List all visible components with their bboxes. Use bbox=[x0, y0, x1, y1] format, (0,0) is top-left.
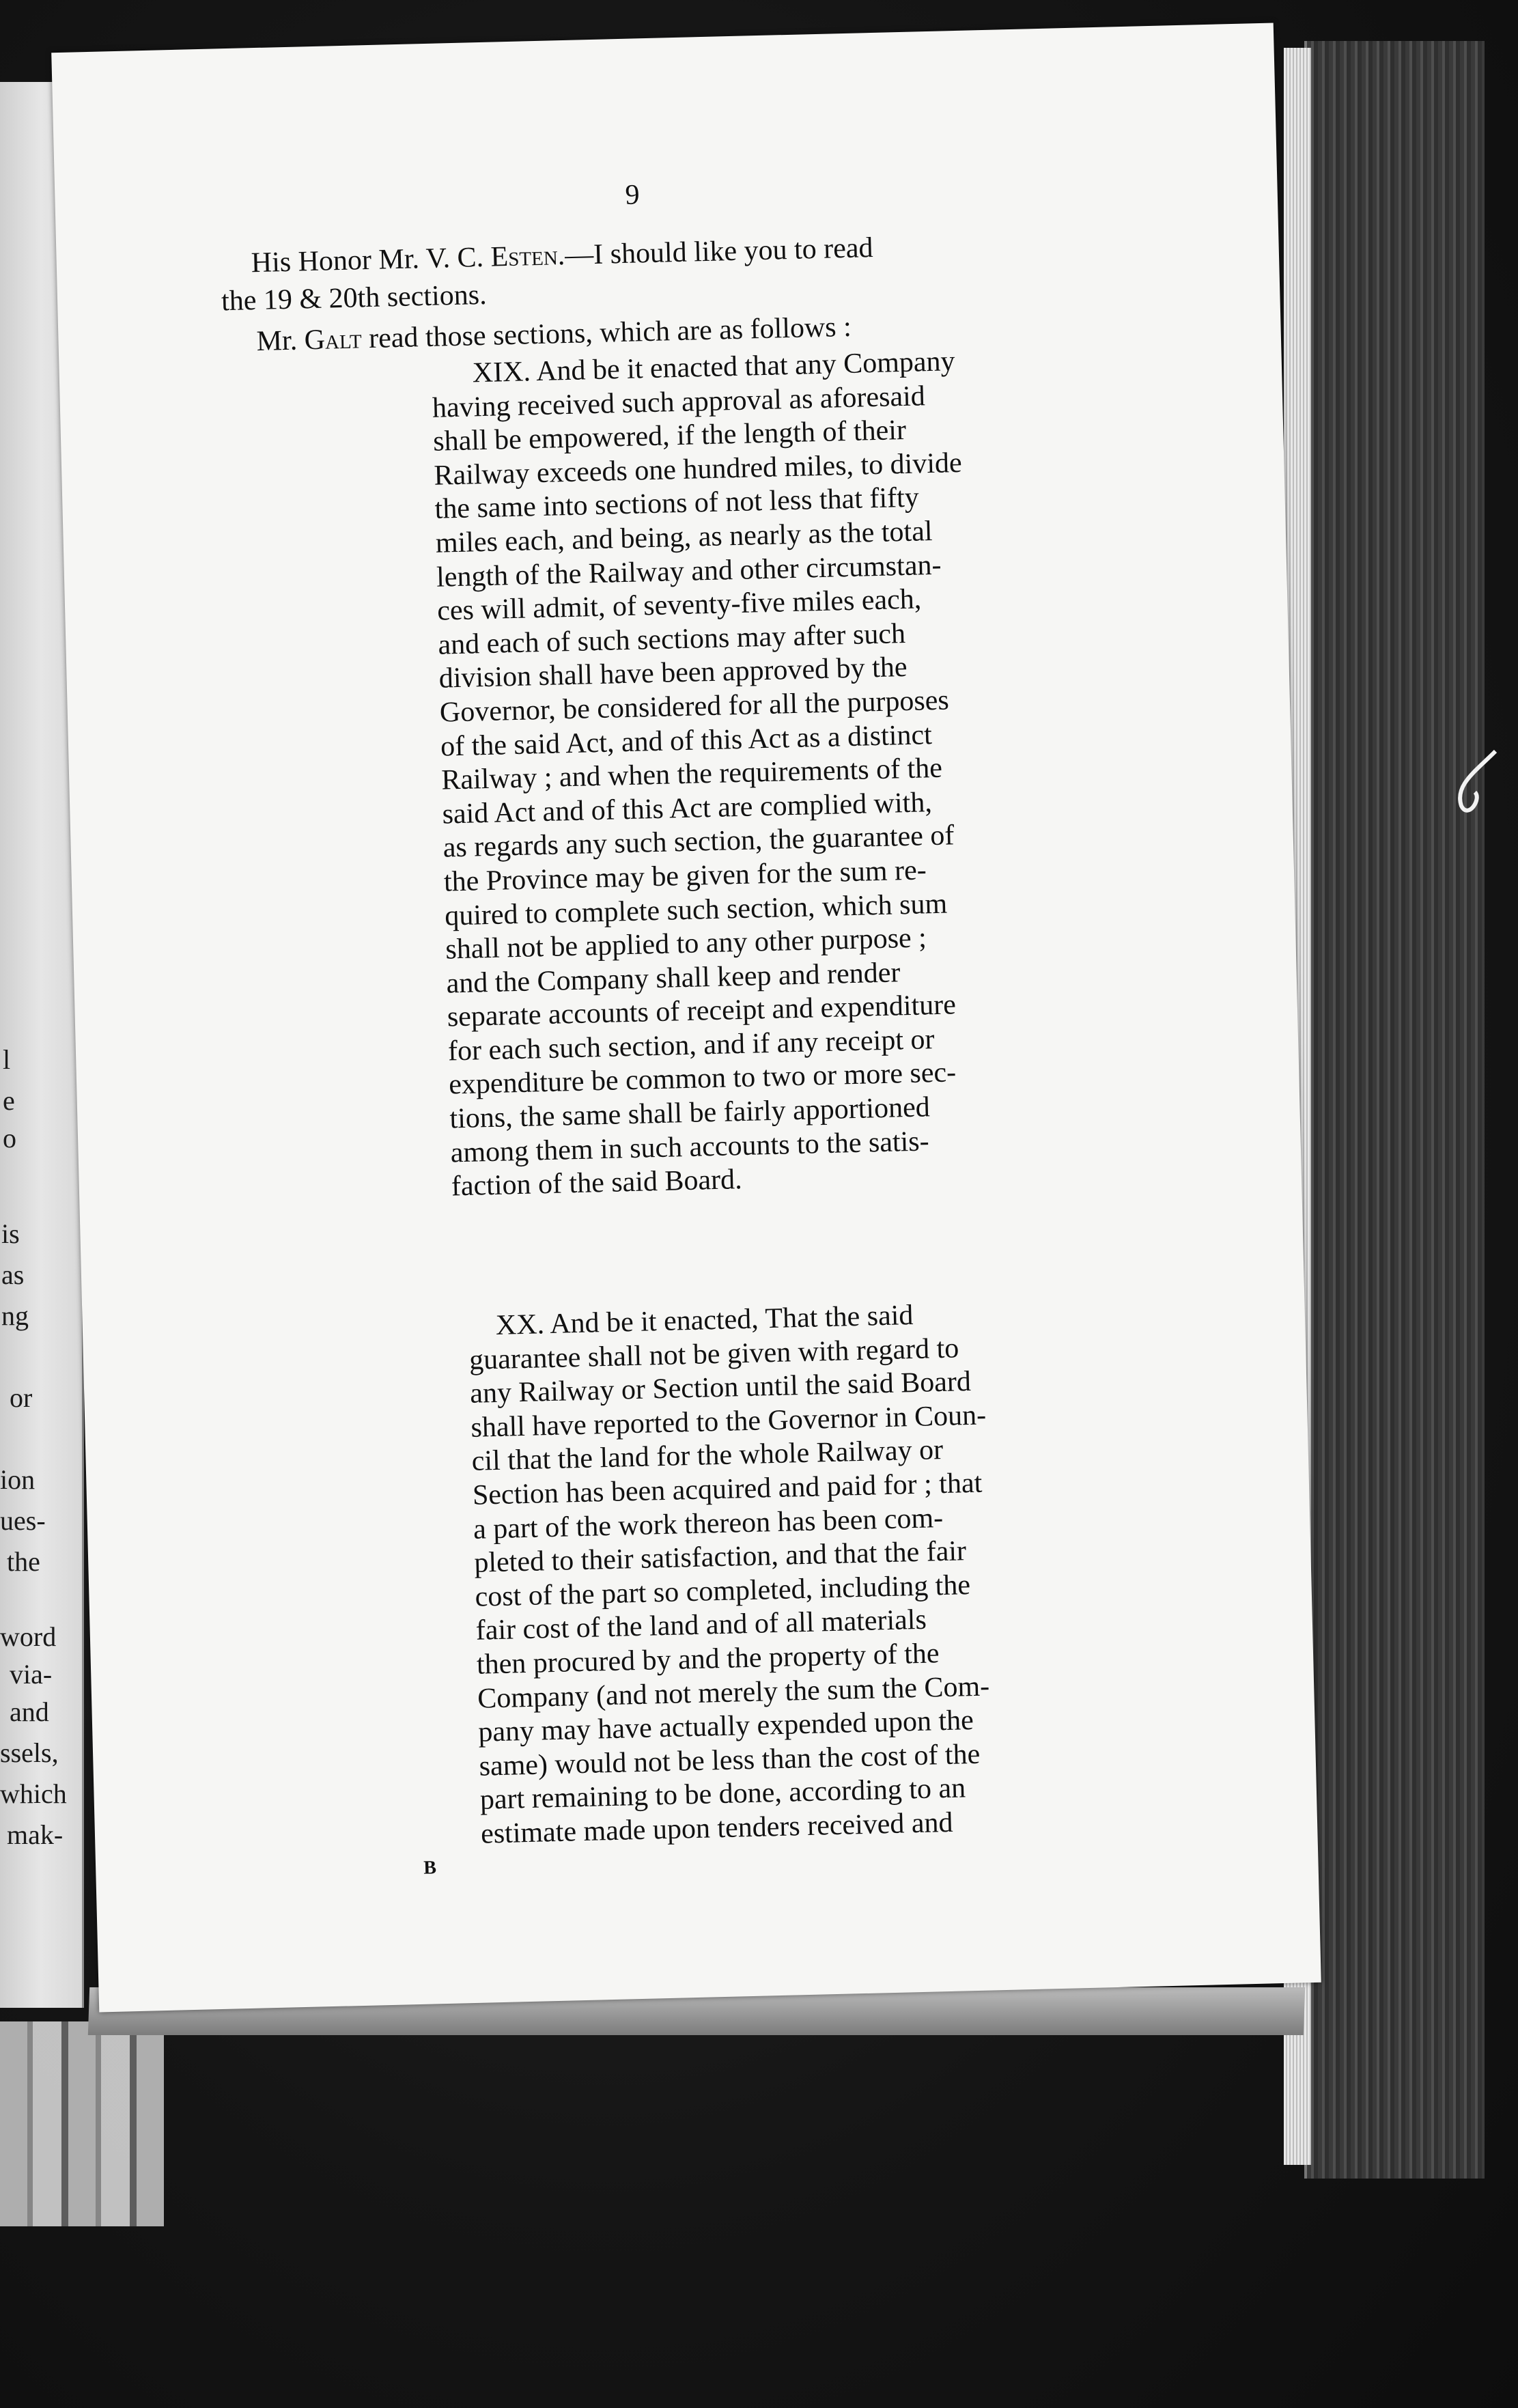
statute-line: among them in such accounts to the satis- bbox=[450, 1125, 930, 1169]
statute-line: quired to complete such section, which sum bbox=[444, 888, 948, 932]
statute-line: faction of the said Board. bbox=[451, 1164, 743, 1203]
statute-line: miles each, and being, as nearly as the total bbox=[435, 515, 933, 559]
statute-line: ces will admit, of seventy-five miles each, bbox=[436, 583, 922, 627]
main-page bbox=[51, 23, 1321, 2013]
section-xix bbox=[431, 345, 979, 1204]
left-fragment: via- bbox=[10, 1659, 53, 1690]
statute-line: XX. And be it enacted, That the said bbox=[495, 1300, 914, 1341]
intro-line-1-suffix: .—I should like you to read bbox=[557, 232, 874, 272]
statute-line: the Province may be given for the sum re- bbox=[443, 854, 927, 898]
statute-line: shall not be applied to any other purpose ; bbox=[445, 922, 927, 966]
statute-line: as regards any such section, the guarantee of bbox=[442, 820, 955, 864]
statute-line: any Railway or Section until the said Board bbox=[469, 1366, 972, 1410]
left-fragment: which bbox=[0, 1778, 67, 1809]
left-fragment: ssels, bbox=[0, 1737, 59, 1768]
speaker-name-esten: Esten bbox=[490, 240, 559, 273]
ink-flourish-icon bbox=[1448, 744, 1502, 826]
statute-line: and the Company shall keep and render bbox=[446, 957, 901, 1000]
statute-line: shall be empowered, if the length of their bbox=[432, 415, 907, 458]
statute-line: for each such section, and if any receipt or bbox=[447, 1024, 935, 1067]
statute-line: of the said Act, and of this Act as a distinct bbox=[440, 718, 933, 763]
statute-line: division shall have been approved by the bbox=[438, 652, 908, 695]
left-fragment: mak- bbox=[7, 1819, 64, 1850]
intro-line-3-suffix: read those sections, which are as follows : bbox=[361, 311, 852, 355]
left-fragment: the bbox=[7, 1546, 40, 1577]
statute-line: expenditure be common to two or more sec- bbox=[448, 1056, 957, 1101]
book-cover-edge bbox=[1304, 41, 1485, 2179]
statute-line: pany may have actually expended upon the bbox=[477, 1705, 974, 1748]
page-number: 9 bbox=[624, 179, 641, 211]
statute-line: same) would not be less than the cost of the bbox=[479, 1738, 981, 1782]
statute-line: tions, the same shall be fairly apportioned bbox=[449, 1091, 931, 1135]
statute-line: and each of such sections may after such bbox=[438, 617, 906, 661]
left-fragment: word bbox=[0, 1621, 57, 1652]
speaker-name-galt: Galt bbox=[304, 323, 363, 356]
left-fragment: or bbox=[10, 1382, 33, 1413]
statute-line: Section has been acquired and paid for ; that bbox=[472, 1467, 983, 1511]
intro-line-1-prefix: His Honor Mr. V. C. bbox=[251, 241, 492, 279]
statute-line: length of the Railway and other circumstan- bbox=[436, 549, 942, 593]
intro-line-3-prefix: Mr. bbox=[256, 324, 305, 358]
statute-line: having received such approval as aforesaid bbox=[432, 380, 926, 424]
left-fragment: is bbox=[1, 1218, 20, 1249]
statute-line: pleted to their satisfaction, and that the fair bbox=[473, 1535, 967, 1579]
statute-line: Governor, be considered for all the purposes bbox=[439, 684, 950, 729]
statute-line: said Act and of this Act are complied with, bbox=[442, 786, 933, 830]
left-fragment: and bbox=[10, 1696, 49, 1727]
section-xx bbox=[468, 1297, 996, 1851]
statute-line: part remaining to be done, according to an bbox=[479, 1772, 966, 1817]
left-fragment: o bbox=[3, 1123, 16, 1153]
bookmark-ribbons bbox=[0, 2021, 164, 2226]
statute-line: then procured by and the property of the bbox=[476, 1638, 940, 1681]
statute-line: shall have reported to the Governor in Coun- bbox=[470, 1399, 987, 1444]
statute-line: the same into sections of not less that fifty bbox=[434, 481, 920, 526]
signature-mark: B bbox=[423, 1857, 437, 1879]
statute-line: cil that the land for the whole Railway or bbox=[471, 1434, 944, 1478]
statute-line: separate accounts of receipt and expenditure bbox=[447, 989, 957, 1033]
intro-line-2: the 19 & 20th sections. bbox=[221, 279, 488, 318]
left-fragment: ng bbox=[1, 1300, 29, 1331]
statute-line: fair cost of the land and of all materials bbox=[475, 1604, 927, 1647]
statute-line: XIX. And be it enacted that any Company bbox=[472, 346, 956, 389]
statute-line: estimate made upon tenders received and bbox=[480, 1806, 954, 1850]
left-fragment: e bbox=[3, 1085, 15, 1116]
statute-line: cost of the part so completed, including the bbox=[475, 1569, 971, 1613]
statute-line: Railway ; and when the requirements of the bbox=[440, 752, 943, 796]
left-fragment: l bbox=[3, 1044, 11, 1075]
left-fragment: ues- bbox=[0, 1505, 46, 1536]
statute-line: a part of the work thereon has been com- bbox=[473, 1502, 944, 1545]
left-fragment: as bbox=[1, 1259, 25, 1290]
statute-line: Railway exceeds one hundred miles, to divide bbox=[433, 447, 963, 492]
statute-line: guarantee shall not be given with regard to bbox=[468, 1332, 959, 1376]
intro-line-1 bbox=[251, 231, 873, 280]
left-fragment: ion bbox=[0, 1464, 36, 1495]
statute-line: Company (and not merely the sum the Com- bbox=[477, 1670, 990, 1715]
